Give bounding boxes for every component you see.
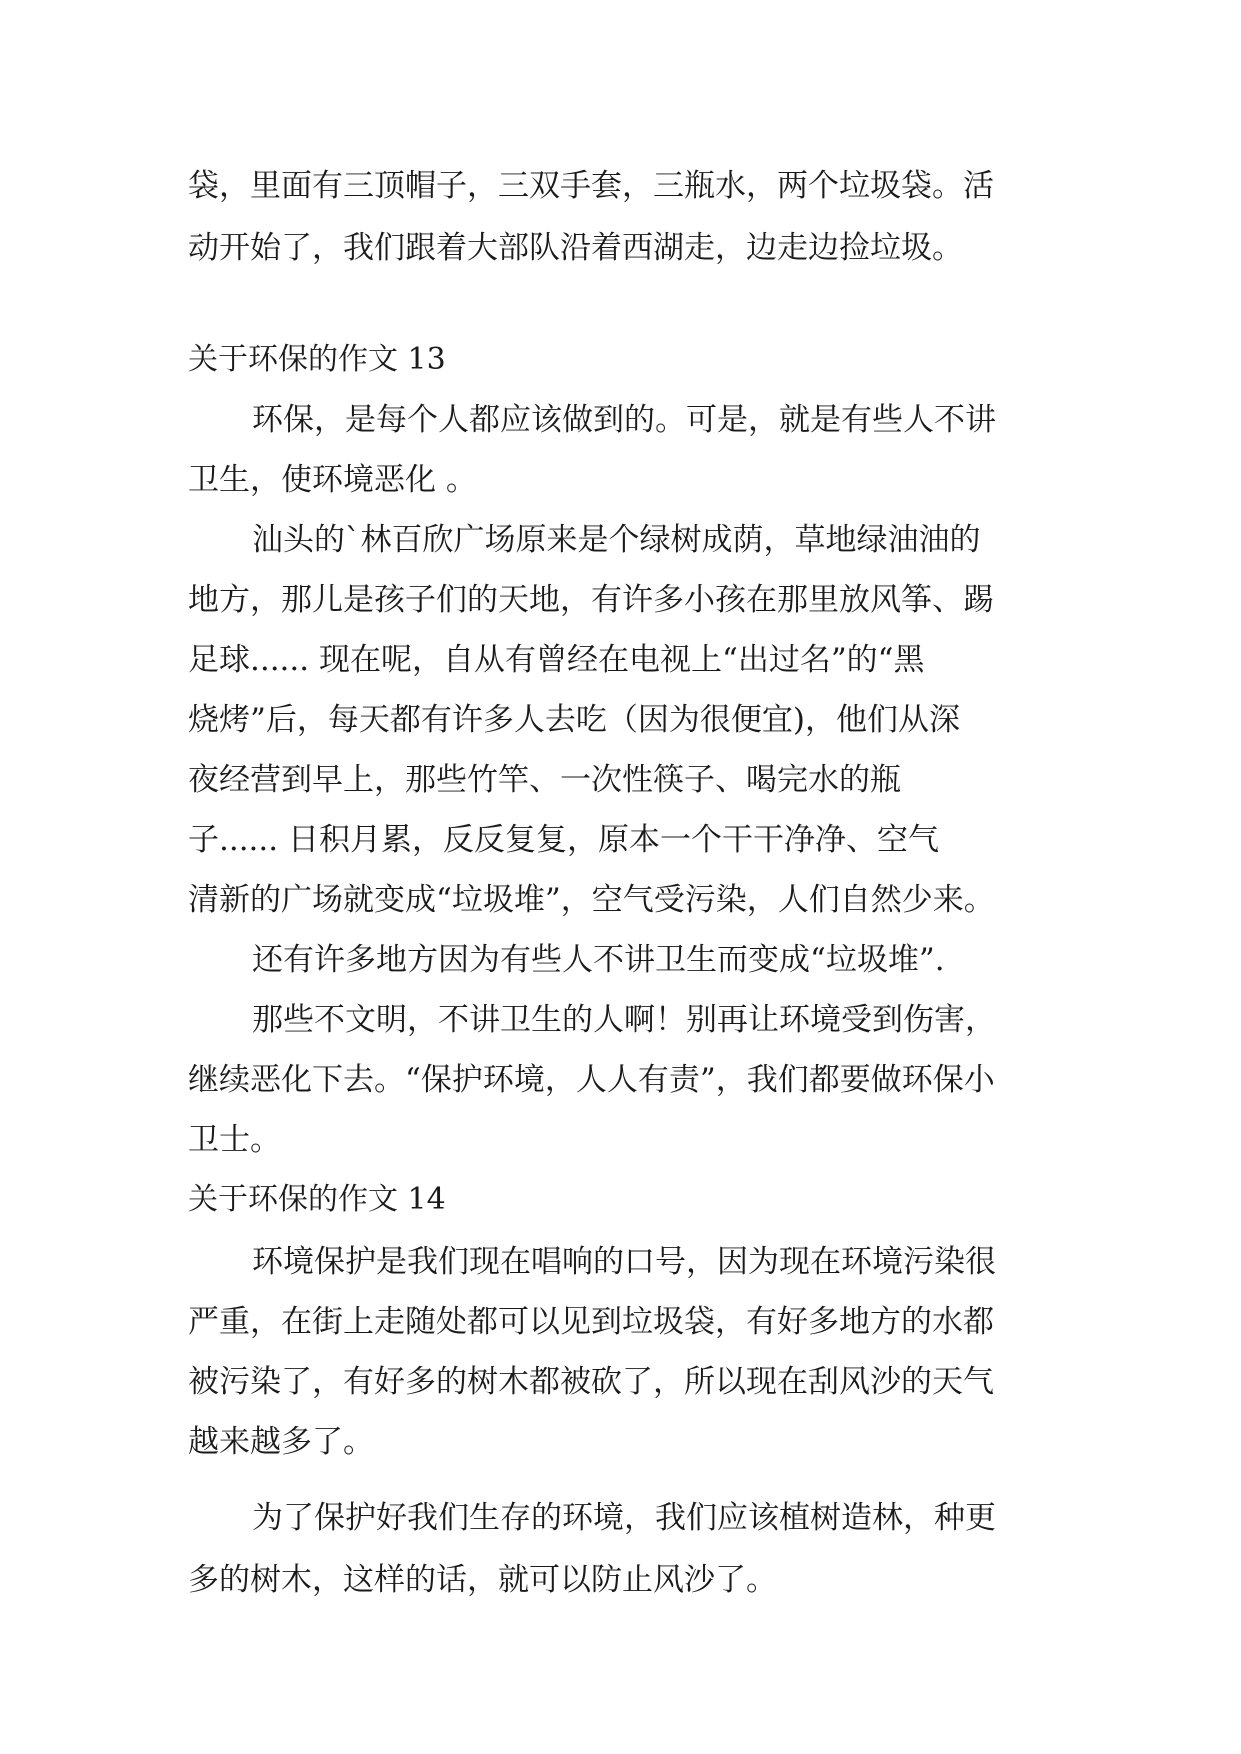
essay-13-p2-line-3: 足球...... 现在呢，自从有曾经在电视上“出过名”的“黑 [188, 642, 925, 678]
essay-13-p2-line-2: 地方，那儿是孩子们的天地，有许多小孩在那里放风筝、踢 [188, 582, 994, 618]
essay-13-p2-line-1: 汕头的`林百欣广场原来是个绿树成荫，草地绿油油的 [252, 522, 981, 558]
essay-14-title: 关于环保的作文 14 [188, 1182, 446, 1217]
essay-13-p4-line-1: 那些不文明，不讲卫生的人啊！别再让环境受到伤害， [252, 1002, 996, 1038]
essay-13-p2-line-6: 子...... 日积月累，反反复复，原本一个干干净净、空气 [188, 822, 939, 858]
essay-14-p1-line-2: 严重，在街上走随处都可以见到垃圾袋，有好多地方的水都 [188, 1304, 994, 1340]
essay-13-p4-line-2: 继续恶化下去。“保护环境，人人有责”，我们都要做环保小 [188, 1062, 995, 1098]
essay-13-p1-line-2: 卫生，使环境恶化 。 [188, 462, 477, 498]
essay-13-p4-line-3: 卫士。 [188, 1122, 281, 1158]
essay-13-p3-line-1: 还有许多地方因为有些人不讲卫生而变成“垃圾堆”. [252, 942, 945, 978]
essay-14-p2-line-2: 多的树木，这样的话，就可以防止风沙了。 [188, 1562, 777, 1598]
essay-13-p2-line-7: 清新的广场就变成“垃圾堆”，空气受污染，人们自然少来。 [188, 882, 995, 918]
essay-14-p2-line-1: 为了保护好我们生存的环境，我们应该植树造林，种更 [252, 1500, 996, 1536]
essay-13-p2-line-5: 夜经营到早上，那些竹竿、一次性筷子、喝完水的瓶 [188, 762, 901, 798]
essay-13-p2-line-4: 烧烤”后，每天都有许多人去吃（因为很便宜)，他们从深 [188, 702, 960, 738]
essay-13-title: 关于环保的作文 13 [188, 342, 446, 377]
intro-line-1: 袋，里面有三顶帽子，三双手套，三瓶水，两个垃圾袋。活 [188, 168, 994, 204]
essay-14-p1-line-1: 环境保护是我们现在唱响的口号，因为现在环境污染很 [252, 1244, 996, 1280]
essay-13-p1-line-1: 环保，是每个人都应该做到的。可是，就是有些人不讲 [252, 402, 996, 438]
intro-line-2: 动开始了，我们跟着大部队沿着西湖走，边走边捡垃圾。 [188, 230, 963, 266]
essay-14-p1-line-3: 被污染了，有好多的树木都被砍了，所以现在刮风沙的天气 [188, 1364, 994, 1400]
essay-14-p1-line-4: 越来越多了。 [188, 1424, 374, 1460]
